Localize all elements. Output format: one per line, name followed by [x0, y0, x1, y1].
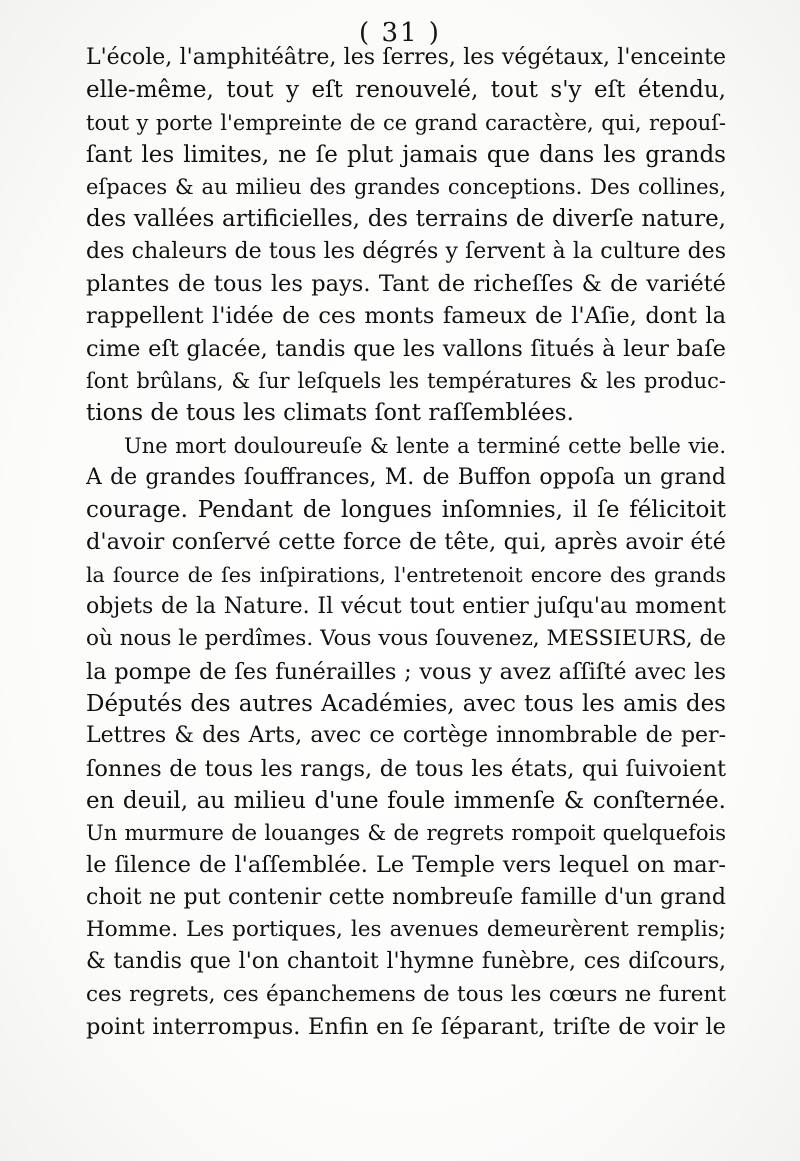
text-line: Députés des autres Académies, avec tous les amis des: [86, 690, 726, 717]
text-line: tout y porte l'empreinte de ce grand caractère, qui, repouſ-: [86, 110, 726, 135]
text-line: cime eſt glacée, tandis que les vallons ſitués à leur baſe: [86, 335, 726, 362]
text-line: Une mort douloureuſe & lente a terminé cette belle vie.: [124, 433, 726, 458]
text-line: des vallées artificielles, des terrains de diverſe nature,: [86, 206, 726, 233]
text-line: choit ne put contenir cette nombreuſe famille d'un grand: [86, 884, 726, 910]
text-line: A de grandes ſouffrances, M. de Buffon oppoſa un grand: [86, 464, 726, 490]
text-line: courage. Pendant de longues inſomnies, il ſe félicitoit: [86, 497, 726, 524]
text-line: plantes de tous les pays. Tant de richeſſes & de variété: [86, 271, 726, 298]
text-line: ſant les limites, ne ſe plut jamais que dans les grands: [86, 141, 726, 168]
text-line: ces regrets, ces épanchemens de tous les cœurs ne furent: [86, 981, 726, 1007]
text-line: L'école, l'amphitéâtre, les ſerres, les végétaux, l'enceinte: [86, 45, 726, 70]
text-line: d'avoir conſervé cette force de tête, qui, après avoir été: [86, 529, 726, 556]
text-line: eſpaces & au milieu des grandes conceptions. Des collines,: [86, 175, 726, 200]
text-line: la ſource de ſes inſpirations, l'entretenoit encore des grands: [86, 562, 726, 587]
text-line: ſont brûlans, & ſur leſquels les températures & les produc-: [86, 368, 726, 393]
text-line: où nous le perdîmes. Vous vous ſouvenez, MESSIEURS, de: [86, 626, 726, 652]
text-line: Homme. Les portiques, les avenues demeurèrent remplis;: [86, 917, 726, 943]
text-line: tions de tous les climats ſont raſſemblées.: [86, 400, 574, 427]
text-line: rappellent l'idée de ces monts fameux de l'Aſie, dont la: [86, 303, 726, 330]
text-line: le ſilence de l'aſſemblée. Le Temple vers lequel on mar-: [86, 852, 726, 879]
text-line: elle-même, tout y eſt renouvelé, tout s'y eſt étendu,: [86, 77, 726, 104]
text-line: point interrompus. Enfin en ſe ſéparant, triſte de voir le: [86, 1013, 726, 1040]
text-line: & tandis que l'on chantoit l'hymne funèbre, ces diſcours,: [86, 949, 726, 975]
text-line: des chaleurs de tous les dégrés y ſervent à la culture des: [86, 238, 726, 264]
page-number: ( 31 ): [359, 18, 441, 48]
text-line: en deuil, au milieu d'une foule immenſe & conſternée.: [86, 787, 726, 814]
text-line: Lettres & des Arts, avec ce cortège innombrable de per-: [86, 723, 726, 749]
text-line: ſonnes de tous les rangs, de tous les états, qui ſuivoient: [86, 755, 726, 782]
body-text: [86, 42, 726, 1043]
text-line: la pompe de ſes funérailles ; vous y avez aſſiſté avec les: [86, 658, 726, 685]
text-line: Un murmure de louanges & de regrets rompoit quelquefois: [86, 821, 726, 846]
text-line: objets de la Nature. Il vécut tout entier juſqu'au moment: [86, 594, 726, 620]
